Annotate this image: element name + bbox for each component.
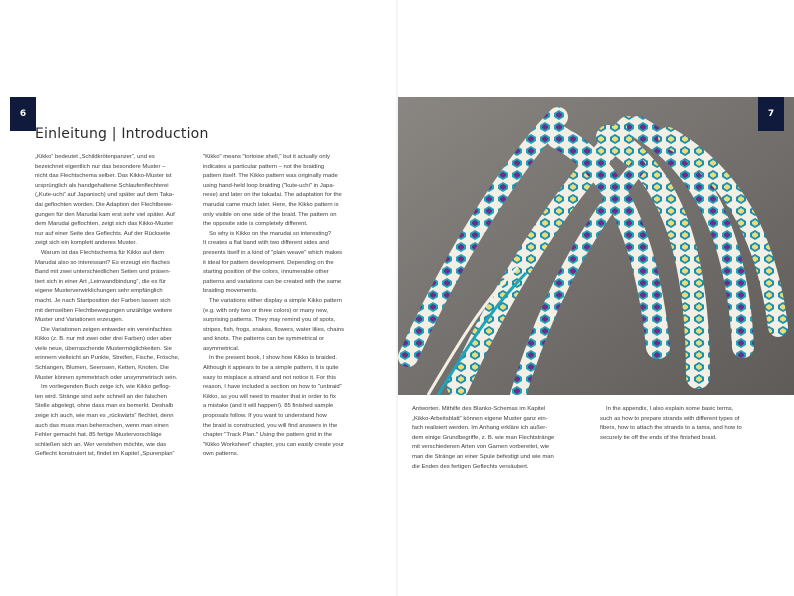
- text-line: own patterns.: [203, 451, 239, 458]
- text-line: Stelle abgelegt, ohne dass man es bemerkt. Deshalb: [35, 403, 174, 410]
- text-line: indicates a particular pattern – not the braiding: [203, 163, 325, 170]
- text-line: die Enden des fertigen Geflechts versäubert.: [412, 463, 529, 470]
- text-line: it ideal for pattern development. Depending on the: [203, 259, 334, 266]
- text-line: In the present book, I show how Kikko is braided.: [209, 355, 338, 362]
- text-line: Although it appears to be a simple pattern, it is quite: [203, 365, 339, 372]
- text-line: Antworten. Mithilfe des Blanko-Schemas im Kapitel: [412, 406, 546, 412]
- page-number-left: 6: [10, 97, 36, 131]
- text-line: chapter "Track Plan." Using the pattern grid in the: [203, 432, 333, 439]
- text-line: Im vorliegenden Buch zeige ich, wie Kikko geflog-: [41, 384, 171, 391]
- text-line: such as how to prepare strands with different types of: [600, 415, 740, 422]
- text-line: stripes, fish, frogs, snakes, flowers, water lilies, chains: [203, 326, 345, 333]
- text-line: In the appendix, I also explain some basic terms,: [606, 406, 734, 412]
- text-line: erinnern vielleicht an Punkte, Streifen, Fische, Frösche,: [35, 355, 180, 362]
- text-line: dai geflochten worden. Die Adaption der Flechtbewe-: [35, 201, 174, 208]
- text-line: nicht das Flechtschema selber. Das Kikko-Muster ist: [35, 173, 172, 180]
- text-line: zeigt sich ein komplett anderes Muster.: [35, 240, 137, 247]
- text-line: presents itself in a kind of "plain weave" which makes: [203, 249, 343, 256]
- english-column: [203, 153, 373, 460]
- text-line: Geflecht konstruiert ist, findet im Kapitel „Spurenplan“: [35, 451, 175, 458]
- text-line: ten wird. Stränge sind sehr schnell an der falschen: [35, 393, 167, 400]
- text-line: asymmetrical.: [203, 345, 240, 352]
- text-line: macht. Je nach Startposition der Farben lassen sich: [35, 297, 171, 304]
- text-line: viele neue, überraschende Mustermöglichkeiten. Sie: [35, 345, 172, 352]
- text-line: Kikko, as you will need to master that in order to fix: [203, 393, 336, 400]
- text-line: dem Marudai geflochten, zeigt sich das Kikko-Muster: [35, 221, 174, 228]
- text-line: Muster können symmetrisch oder unsymmetrisch sein.: [35, 374, 178, 381]
- text-line: ursprünglich als handgehaltene Schlaufenflechterei: [35, 182, 169, 189]
- text-line: fach realisiert werden. Im Anhang erkläre ich außer-: [412, 425, 548, 432]
- text-line: "Kikko Worksheet" chapter, you can easily create your: [203, 441, 344, 448]
- braided-bands-image: [398, 97, 794, 395]
- text-line: (e.g. with only two or three colors) or many new,: [203, 307, 329, 314]
- text-line: Marudai also so interessant? Es erzeugt ein flaches: [35, 259, 170, 266]
- text-line: using hand-held loop braiding ("kute-uchi" in Japa-: [203, 182, 335, 189]
- text-line: proposals follow. If you want to understand how: [203, 413, 327, 420]
- text-line: mit demselben Flechtbewegungen unzählige weitere: [35, 307, 173, 314]
- text-line: So why is Kikko on the marudai so interesting?: [209, 230, 332, 237]
- text-line: Kikko (z. B. nur mit zwei oder drei Farben) oder aber: [35, 336, 172, 343]
- text-line: surprising patterns. They may remind you of spots,: [203, 317, 336, 324]
- text-line: fibers, how to attach the strands to a tama, and how to: [600, 425, 742, 432]
- text-line: Muster und Variationen erzeugen.: [35, 317, 124, 324]
- text-line: bezeichnet eigentlich nur das besondere Muster –: [35, 163, 166, 170]
- text-line: „Kikko“ bedeutet „Schildkrötenpanzer“, und es: [35, 154, 155, 160]
- text-line: schließen sich an. Wer verstehen möchte, wie das: [35, 441, 167, 448]
- text-line: („Kute-uchi“ auf Japanisch) und später auf dem Taka-: [35, 192, 175, 199]
- text-line: eigene Musterverwirklichungen sehr empfänglich: [35, 288, 163, 295]
- text-line: braiding movements.: [203, 288, 258, 295]
- text-line: easy to misplace a strand and not notice it. For this: [203, 374, 336, 381]
- braid-photo: [398, 97, 794, 395]
- text-line: Fehler gemacht hat. 85 fertige Mustervorschläge: [35, 432, 162, 439]
- text-line: The variations either display a simple Kikko pattern: [209, 297, 342, 304]
- german-column: [35, 153, 185, 460]
- text-line: reason, I have included a section on how to "unbraid": [203, 384, 342, 391]
- text-line: auch das muss man beherrschen, wenn man einen: [35, 422, 169, 429]
- page-number-right: 7: [758, 97, 784, 131]
- text-line: and knots. The patterns can be symmetrical or: [203, 336, 325, 343]
- text-line: Schlangen, Blumen, Seerosen, Ketten, Knoten. Die: [35, 365, 169, 372]
- text-line: dem einige Grundbegriffe, z. B. wie man Flechtstränge: [412, 434, 555, 441]
- text-line: „Kikko-Arbeitsblatt“ können eigene Muster ganz ein-: [412, 415, 548, 422]
- text-line: zeige ich auch, wie man es „rückwärts“ flechtet, denn: [35, 413, 174, 420]
- text-line: man die Stränge an einer Spule befestigt und wie man: [412, 453, 554, 460]
- text-line: the braid is constructed, you will find answers in the: [203, 422, 338, 429]
- text-line: Die Variationen zeigen entweder ein vereinfachtes: [41, 326, 172, 333]
- page-title: Einleitung | Introduction: [35, 126, 209, 142]
- text-line: pattern itself. The Kikko pattern was originally made: [203, 173, 338, 180]
- text-line: mit verschiedenen Arten von Garnen vorbereitet, wie: [412, 444, 550, 451]
- text-line: Band mit zwei unterschiedlichen Seiten und präsen-: [35, 269, 171, 276]
- text-line: only visible on one side of the braid. The pattern on: [203, 211, 337, 218]
- text-line: patterns and variations can be created with the same: [203, 278, 342, 285]
- text-line: It creates a flat band with two different sides and: [203, 240, 329, 247]
- german-column-continued: [412, 405, 577, 472]
- text-line: Warum ist das Flechtschema für Kikko auf dem: [41, 249, 165, 256]
- english-column-continued: [600, 405, 770, 443]
- text-line: "Kikko" means "tortoise shell," but it actually only: [203, 154, 330, 160]
- text-line: securely tie off the ends of the finished braid.: [600, 434, 717, 441]
- text-line: nese) and later on the takadai. The adaptation for the: [203, 192, 342, 199]
- text-line: tiert sich in einer Art „Leinwandbindung“, die es für: [35, 278, 166, 285]
- text-line: starting position of the colors, innumerable other: [203, 269, 329, 276]
- text-line: a mistake (and it will happen!). 85 finished sample: [203, 403, 334, 410]
- text-line: nur auf einer Seite des Geflechts. Auf der Rückseite: [35, 230, 171, 237]
- text-line: gungen für den Marudai kam erst sehr viel später. Auf: [35, 211, 175, 218]
- text-line: marudai came much later. Here, the Kikko pattern is: [203, 201, 339, 208]
- text-line: the opposite side is completely different.: [203, 221, 308, 228]
